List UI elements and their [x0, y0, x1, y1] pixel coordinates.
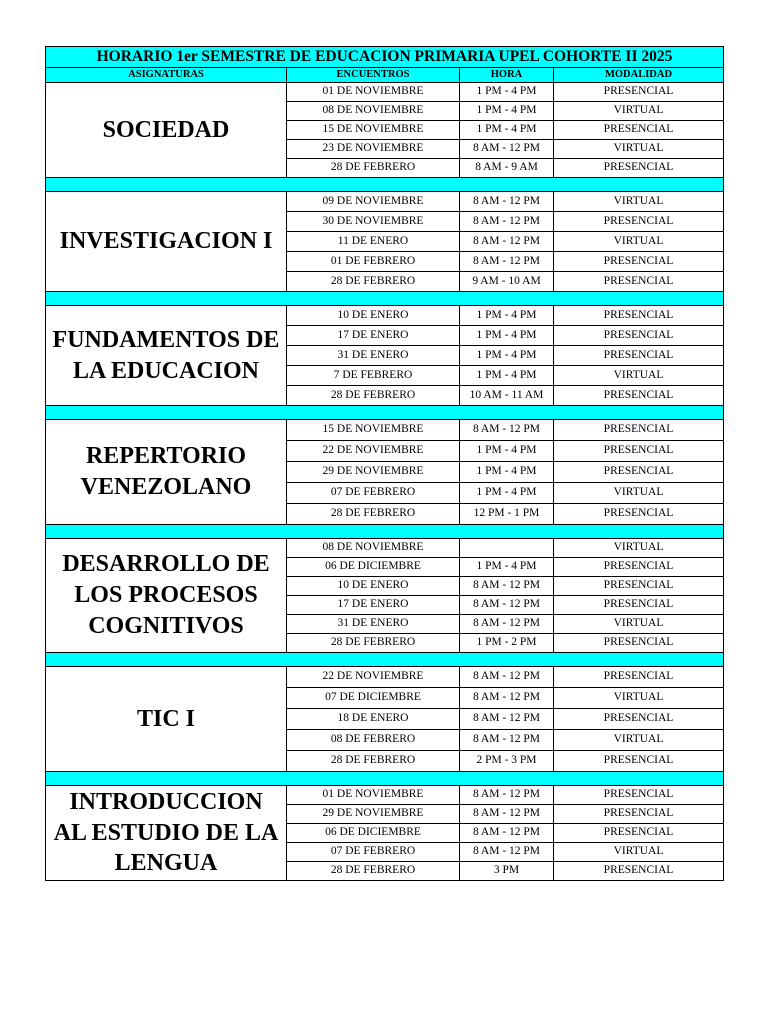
encounter-time: 8 AM - 12 PM	[460, 252, 554, 272]
encounter-mode: VIRTUAL	[554, 232, 724, 252]
encounter-date: 29 DE NOVIEMBRE	[287, 805, 460, 824]
encounter-time: 8 AM - 12 PM	[460, 577, 554, 596]
separator-bar	[46, 292, 724, 306]
encounter-mode: PRESENCIAL	[554, 751, 724, 772]
encounter-date: 28 DE FEBRERO	[287, 272, 460, 292]
page-title: HORARIO 1er SEMESTRE DE EDUCACION PRIMARIA UPEL COHORTE II 2025	[46, 47, 724, 68]
schedule-row	[46, 83, 724, 102]
encounter-date: 01 DE NOVIEMBRE	[287, 786, 460, 805]
encounter-mode: PRESENCIAL	[554, 824, 724, 843]
encounter-time: 1 PM - 4 PM	[460, 306, 554, 326]
encounter-mode: VIRTUAL	[554, 730, 724, 751]
encounter-mode: VIRTUAL	[554, 539, 724, 558]
encounter-time: 8 AM - 12 PM	[460, 212, 554, 232]
encounter-date: 22 DE NOVIEMBRE	[287, 441, 460, 462]
header-asignaturas: ASIGNATURAS	[46, 68, 287, 83]
encounter-time: 10 AM - 11 AM	[460, 386, 554, 406]
encounter-mode: PRESENCIAL	[554, 441, 724, 462]
section-separator	[46, 292, 724, 306]
encounter-date: 22 DE NOVIEMBRE	[287, 667, 460, 688]
encounter-mode: PRESENCIAL	[554, 386, 724, 406]
encounter-mode: VIRTUAL	[554, 483, 724, 504]
schedule-row	[46, 420, 724, 441]
encounter-date: 10 DE ENERO	[287, 577, 460, 596]
section-separator	[46, 525, 724, 539]
encounter-date: 07 DE FEBRERO	[287, 843, 460, 862]
encounter-date: 11 DE ENERO	[287, 232, 460, 252]
encounter-mode: PRESENCIAL	[554, 596, 724, 615]
encounter-time: 1 PM - 4 PM	[460, 483, 554, 504]
encounter-time: 8 AM - 12 PM	[460, 730, 554, 751]
separator-bar	[46, 525, 724, 539]
encounter-mode: VIRTUAL	[554, 843, 724, 862]
encounter-date: 06 DE DICIEMBRE	[287, 558, 460, 577]
encounter-mode: VIRTUAL	[554, 688, 724, 709]
encounter-date: 28 DE FEBRERO	[287, 862, 460, 881]
encounter-mode: PRESENCIAL	[554, 805, 724, 824]
encounter-date: 31 DE ENERO	[287, 346, 460, 366]
encounter-time: 1 PM - 4 PM	[460, 441, 554, 462]
subject-name: FUNDAMENTOS DE LA EDUCACION	[46, 306, 287, 406]
encounter-mode: PRESENCIAL	[554, 83, 724, 102]
encounter-mode: PRESENCIAL	[554, 346, 724, 366]
subject-name: INVESTIGACION I	[46, 192, 287, 292]
schedule-row	[46, 539, 724, 558]
encounter-mode: PRESENCIAL	[554, 121, 724, 140]
section-separator	[46, 178, 724, 192]
subject-name: DESARROLLO DE LOS PROCESOS COGNITIVOS	[46, 539, 287, 653]
encounter-mode: PRESENCIAL	[554, 306, 724, 326]
encounter-date: 18 DE ENERO	[287, 709, 460, 730]
encounter-mode: VIRTUAL	[554, 615, 724, 634]
encounter-date: 28 DE FEBRERO	[287, 634, 460, 653]
encounter-time: 1 PM - 4 PM	[460, 462, 554, 483]
schedule-row	[46, 192, 724, 212]
encounter-date: 7 DE FEBRERO	[287, 366, 460, 386]
schedule-row	[46, 667, 724, 688]
encounter-mode: VIRTUAL	[554, 140, 724, 159]
encounter-date: 06 DE DICIEMBRE	[287, 824, 460, 843]
encounter-date: 15 DE NOVIEMBRE	[287, 121, 460, 140]
encounter-time: 1 PM - 2 PM	[460, 634, 554, 653]
separator-bar	[46, 653, 724, 667]
subject-name: INTRODUCCION AL ESTUDIO DE LA LENGUA	[46, 786, 287, 881]
encounter-mode: PRESENCIAL	[554, 420, 724, 441]
separator-bar	[46, 772, 724, 786]
encounter-mode: PRESENCIAL	[554, 558, 724, 577]
encounter-mode: VIRTUAL	[554, 366, 724, 386]
encounter-date: 28 DE FEBRERO	[287, 751, 460, 772]
encounter-mode: PRESENCIAL	[554, 577, 724, 596]
encounter-date: 17 DE ENERO	[287, 596, 460, 615]
encounter-time: 8 AM - 12 PM	[460, 667, 554, 688]
section-separator	[46, 772, 724, 786]
encounter-time: 1 PM - 4 PM	[460, 83, 554, 102]
header-modalidad: MODALIDAD	[554, 68, 724, 83]
header-encuentros: ENCUENTROS	[287, 68, 460, 83]
encounter-time: 8 AM - 12 PM	[460, 843, 554, 862]
encounter-mode: PRESENCIAL	[554, 252, 724, 272]
encounter-date: 31 DE ENERO	[287, 615, 460, 634]
encounter-date: 23 DE NOVIEMBRE	[287, 140, 460, 159]
encounter-time: 8 AM - 12 PM	[460, 786, 554, 805]
encounter-time: 8 AM - 12 PM	[460, 420, 554, 441]
encounter-mode: VIRTUAL	[554, 102, 724, 121]
encounter-date: 17 DE ENERO	[287, 326, 460, 346]
schedule-row	[46, 306, 724, 326]
header-hora: HORA	[460, 68, 554, 83]
encounter-time: 8 AM - 12 PM	[460, 688, 554, 709]
encounter-date: 09 DE NOVIEMBRE	[287, 192, 460, 212]
encounter-time: 1 PM - 4 PM	[460, 346, 554, 366]
encounter-date: 07 DE FEBRERO	[287, 483, 460, 504]
encounter-date: 01 DE NOVIEMBRE	[287, 83, 460, 102]
encounter-time: 8 AM - 12 PM	[460, 805, 554, 824]
encounter-time: 8 AM - 9 AM	[460, 159, 554, 178]
encounter-time: 8 AM - 12 PM	[460, 824, 554, 843]
encounter-date: 10 DE ENERO	[287, 306, 460, 326]
encounter-time: 3 PM	[460, 862, 554, 881]
encounter-mode: PRESENCIAL	[554, 634, 724, 653]
encounter-mode: PRESENCIAL	[554, 504, 724, 525]
section-separator	[46, 406, 724, 420]
encounter-time: 1 PM - 4 PM	[460, 366, 554, 386]
encounter-time: 8 AM - 12 PM	[460, 232, 554, 252]
subject-name: REPERTORIO VENEZOLANO	[46, 420, 287, 525]
encounter-mode: PRESENCIAL	[554, 462, 724, 483]
encounter-time: 2 PM - 3 PM	[460, 751, 554, 772]
schedule-table	[45, 46, 724, 881]
encounter-mode: PRESENCIAL	[554, 159, 724, 178]
encounter-time: 1 PM - 4 PM	[460, 102, 554, 121]
encounter-mode: PRESENCIAL	[554, 667, 724, 688]
schedule-row	[46, 786, 724, 805]
encounter-mode: PRESENCIAL	[554, 862, 724, 881]
encounter-time	[460, 539, 554, 558]
encounter-time: 1 PM - 4 PM	[460, 326, 554, 346]
encounter-mode: PRESENCIAL	[554, 212, 724, 232]
encounter-time: 9 AM - 10 AM	[460, 272, 554, 292]
encounter-date: 28 DE FEBRERO	[287, 504, 460, 525]
encounter-time: 8 AM - 12 PM	[460, 596, 554, 615]
encounter-date: 30 DE NOVIEMBRE	[287, 212, 460, 232]
encounter-date: 15 DE NOVIEMBRE	[287, 420, 460, 441]
subject-name: SOCIEDAD	[46, 83, 287, 178]
encounter-date: 08 DE NOVIEMBRE	[287, 102, 460, 121]
encounter-date: 08 DE NOVIEMBRE	[287, 539, 460, 558]
separator-bar	[46, 178, 724, 192]
subject-name: TIC I	[46, 667, 287, 772]
encounter-time: 8 AM - 12 PM	[460, 709, 554, 730]
encounter-date: 28 DE FEBRERO	[287, 386, 460, 406]
encounter-date: 08 DE FEBRERO	[287, 730, 460, 751]
encounter-time: 8 AM - 12 PM	[460, 615, 554, 634]
encounter-time: 1 PM - 4 PM	[460, 121, 554, 140]
encounter-date: 01 DE FEBRERO	[287, 252, 460, 272]
encounter-mode: PRESENCIAL	[554, 786, 724, 805]
encounter-time: 1 PM - 4 PM	[460, 558, 554, 577]
encounter-time: 8 AM - 12 PM	[460, 140, 554, 159]
separator-bar	[46, 406, 724, 420]
encounter-time: 8 AM - 12 PM	[460, 192, 554, 212]
encounter-mode: PRESENCIAL	[554, 326, 724, 346]
encounter-date: 07 DE DICIEMBRE	[287, 688, 460, 709]
encounter-time: 12 PM - 1 PM	[460, 504, 554, 525]
encounter-date: 29 DE NOVIEMBRE	[287, 462, 460, 483]
section-separator	[46, 653, 724, 667]
encounter-date: 28 DE FEBRERO	[287, 159, 460, 178]
encounter-mode: PRESENCIAL	[554, 272, 724, 292]
encounter-mode: PRESENCIAL	[554, 709, 724, 730]
encounter-mode: VIRTUAL	[554, 192, 724, 212]
